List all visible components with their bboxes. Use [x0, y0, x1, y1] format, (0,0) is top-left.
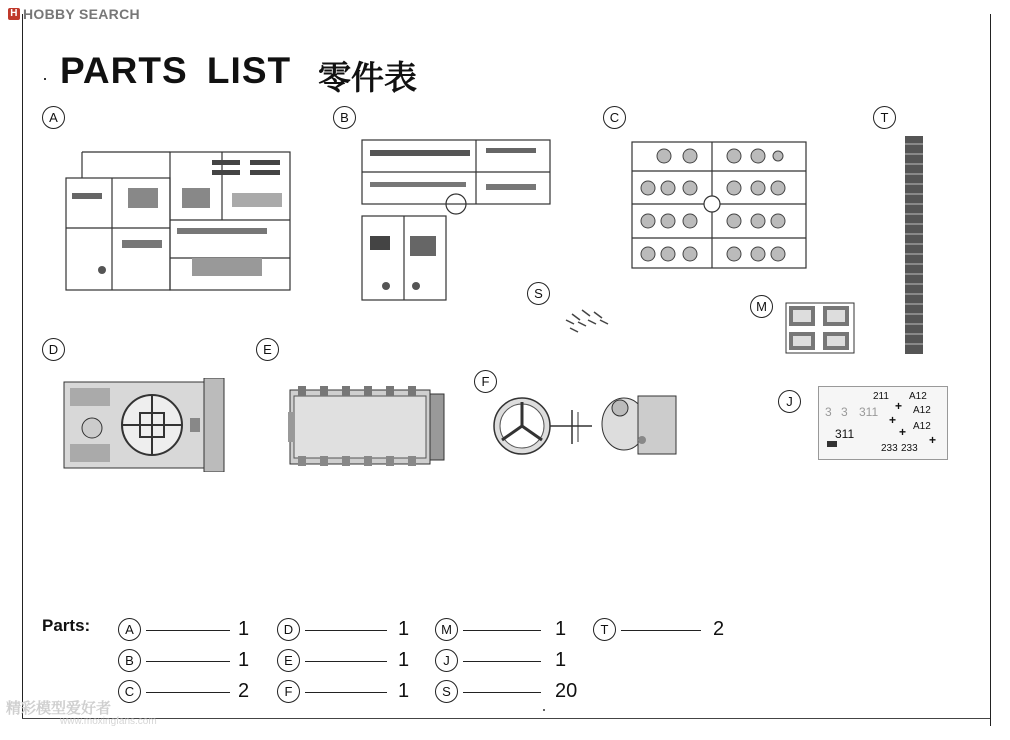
- cross-icon: +: [929, 433, 937, 447]
- photo-etch-m-image: [785, 302, 855, 354]
- leader-line: [305, 630, 387, 631]
- leader-line: [146, 692, 230, 693]
- part-quantity: 20: [555, 680, 578, 702]
- decal-number: 311: [859, 405, 879, 419]
- turret-f-image: [492, 388, 682, 460]
- sprue-c-image: [628, 138, 810, 272]
- sprue-label-s: S: [527, 282, 550, 305]
- lower-hull-e-image: [286, 382, 446, 468]
- decal-number: A12: [913, 405, 931, 416]
- sprue-label-d: D: [42, 338, 65, 361]
- frame-left-border: [22, 14, 23, 719]
- part-quantity: 1: [398, 649, 410, 671]
- decal-number: 311: [835, 427, 855, 441]
- frame-bottom-border: [22, 718, 990, 719]
- decal-logo-icon: [827, 441, 837, 447]
- cross-icon: +: [899, 425, 907, 439]
- part-quantity: 1: [238, 649, 250, 671]
- part-letter: J: [435, 649, 458, 672]
- part-quantity: 1: [398, 680, 410, 702]
- sprue-label-e: E: [256, 338, 279, 361]
- sprue-label-m: M: [750, 295, 773, 318]
- page-title: PARTS LIST: [60, 50, 292, 91]
- leader-line: [305, 692, 387, 693]
- decal-number: A12: [913, 421, 931, 432]
- part-letter: A: [118, 618, 141, 641]
- hobby-search-watermark: [8, 6, 140, 22]
- site-watermark-url: www.moxingfans.com: [60, 716, 157, 727]
- speck: [44, 78, 46, 80]
- decal-number: 233: [881, 443, 898, 454]
- part-letter: T: [593, 618, 616, 641]
- leader-line: [463, 630, 541, 631]
- leader-line: [305, 661, 387, 662]
- decal-number: 233: [901, 443, 918, 454]
- sprue-label-j: J: [778, 390, 801, 413]
- decal-sheet-j: [818, 386, 948, 460]
- part-letter: M: [435, 618, 458, 641]
- part-quantity: 2: [238, 680, 250, 702]
- sprue-label-c: C: [603, 106, 626, 129]
- leader-line: [146, 661, 230, 662]
- leader-line: [463, 692, 541, 693]
- leader-line: [463, 661, 541, 662]
- leader-line: [621, 630, 701, 631]
- cross-icon: +: [889, 413, 897, 427]
- part-quantity: 1: [398, 618, 410, 640]
- leader-line: [146, 630, 230, 631]
- part-letter: S: [435, 680, 458, 703]
- part-quantity: 1: [555, 618, 567, 640]
- parts-label: Parts:: [42, 616, 91, 635]
- sprue-b-image: [356, 136, 556, 304]
- part-letter: D: [277, 618, 300, 641]
- decal-number: 3: [825, 405, 832, 419]
- hull-top-d-image: [62, 378, 226, 472]
- part-letter: B: [118, 649, 141, 672]
- part-quantity: 2: [713, 618, 725, 640]
- part-letter: C: [118, 680, 141, 703]
- sprue-label-a: A: [42, 106, 65, 129]
- brand-logo-icon: H: [8, 8, 20, 20]
- part-letter: F: [277, 680, 300, 703]
- cross-icon: +: [895, 399, 903, 413]
- sprue-a-image: [62, 148, 294, 294]
- frame-right-border: [990, 14, 991, 726]
- sprue-label-b: B: [333, 106, 356, 129]
- part-quantity: 1: [238, 618, 250, 640]
- screws-s-image: [560, 300, 612, 336]
- site-watermark: 精彩模型爱好者: [6, 699, 112, 717]
- decal-number: 3: [841, 405, 848, 419]
- sprue-label-t: T: [873, 106, 896, 129]
- part-letter: E: [277, 649, 300, 672]
- track-t-image: [903, 136, 925, 354]
- decal-number: A12: [909, 391, 927, 402]
- speck: [543, 709, 545, 711]
- decal-number: 211: [873, 391, 889, 402]
- part-quantity: 1: [555, 649, 567, 671]
- brand-name: HOBBY SEARCH: [23, 6, 140, 22]
- page-title-chinese: 零件表: [318, 58, 417, 97]
- sprue-label-f: F: [474, 370, 497, 393]
